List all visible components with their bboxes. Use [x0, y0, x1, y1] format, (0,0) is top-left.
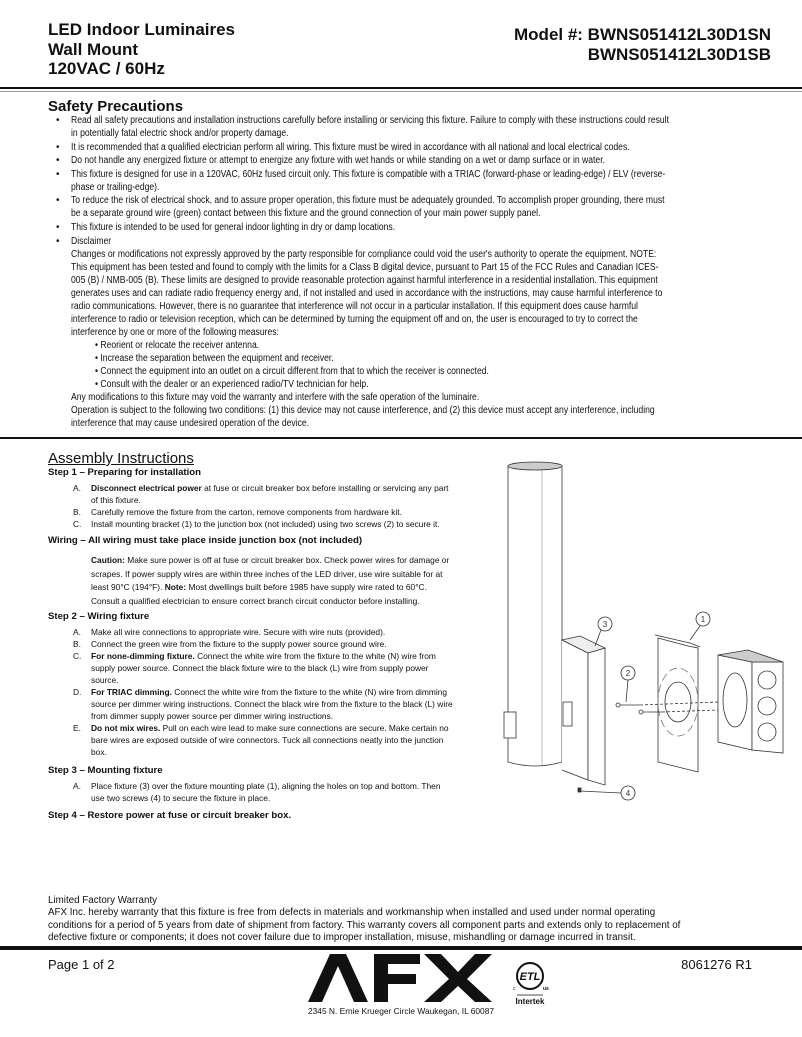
etl-text: ETL: [519, 971, 541, 983]
item-line: [91, 662, 488, 674]
item-line: [91, 746, 488, 758]
step-items: [48, 626, 488, 758]
item-line: [91, 482, 488, 494]
bullet-icon: •: [56, 115, 60, 126]
disclaimer-line: generates uses and can radiate radio frequency energy and, if not installed and used in accordance with the instructions, may cause harmful interference to: [71, 287, 663, 299]
model-line: BWNS051412L30D1SB: [587, 45, 771, 64]
item-text: Connect the green wire from the fixture to the supply power source ground wire.: [91, 639, 387, 650]
fixture-backplate: [562, 636, 605, 785]
item-line: [91, 792, 488, 804]
header-divider-thin: [0, 91, 802, 92]
item-text: box.: [91, 747, 107, 758]
item-bold-label: Do not mix wires.: [91, 723, 161, 734]
item-letter: C.: [73, 519, 82, 529]
item-line: [91, 506, 488, 518]
title-line: LED Indoor Luminaires: [48, 20, 236, 39]
bullet-icon: •: [56, 168, 60, 180]
title-line: Wall Mount: [48, 39, 139, 59]
bullet-icon: •: [56, 221, 60, 233]
item-letter: A.: [73, 781, 81, 792]
item-bold-label: Disconnect electrical power: [91, 483, 202, 493]
item-line: [91, 494, 488, 506]
caution-text: scrapes. If power supply wires are within three inches of the LED driver, use wire suitable for at: [91, 568, 443, 579]
caution-text: least 90°C (194°F).: [91, 582, 165, 593]
etl-us: us: [543, 986, 549, 992]
callout-2: 2: [625, 669, 631, 678]
item-line: [91, 638, 488, 650]
item-letter: A.: [73, 627, 81, 638]
item-text: of this fixture.: [91, 495, 141, 505]
safety-line: Read all safety precautions and installation instructions carefully before installing or servicing this fixture. Failure to comply with these instructions could result: [71, 115, 669, 126]
disclaimer-line-group: [71, 248, 768, 339]
step-item: [48, 518, 488, 530]
caution-text: Consult a qualified electrician to ensure correct branch circuit conductor before installing.: [91, 595, 420, 606]
warranty-line-group: [48, 907, 680, 944]
step-item: [48, 686, 488, 722]
step-item: [48, 638, 488, 650]
assembly-heading: Assembly Instructions: [48, 450, 194, 467]
item-text: from dimmer supply power source per dimmer wiring instructions.: [91, 711, 334, 722]
item-text: Install mounting bracket (1) to the junction box (not included) using two screws (2) to secure it.: [91, 519, 440, 529]
item-text: bare wires are exposed outside of wire connectors. Tuck all connections neatly into the junction: [91, 735, 444, 746]
safety-item: [48, 154, 768, 167]
item-text: at fuse or circuit breaker box before installing or servicing any part: [201, 483, 449, 493]
etl-listed-mark: [510, 960, 552, 1008]
company-address: 2345 N. Ernie Krueger Circle Waukegan, IL 60087: [307, 1006, 495, 1016]
item-line: [91, 734, 488, 746]
safety-heading: Safety Precautions: [48, 98, 184, 115]
item-text: Connect the white wire from the fixture to the white (N) wire from: [194, 651, 436, 662]
safety-item: [48, 168, 768, 194]
item-line: [91, 780, 488, 792]
item-line: [91, 698, 488, 710]
step-item: [48, 722, 488, 758]
safety-line: be a separate ground wire (green) contact between this fixture and the ground connection of your main power supply panel.: [71, 208, 541, 220]
disclaimer-line: Operation is subject to the following two conditions: (1) this device may not cause interference, and (2) this device must accept any interference, including: [71, 404, 655, 416]
item-letter: C.: [73, 651, 82, 662]
step-items: [48, 482, 488, 530]
step-item: [48, 626, 488, 638]
safety-item: [48, 141, 768, 154]
warranty-title: Limited Factory Warranty: [48, 895, 158, 906]
wiring-title: Wiring – All wiring must take place inside junction box (not included): [48, 535, 363, 546]
safety-line: This fixture is designed for use in a 120VAC, 60Hz fused circuit only. This fixture is compatible with a TRIAC (forward-phase or leading-edge) / ELV (reverse-: [71, 168, 666, 180]
step-item: [48, 506, 488, 518]
disclaimer-line: Changes or modifications not expressly approved by the party responsible for compliance could void the user's authority to operate the equipment. NOTE:: [71, 248, 657, 260]
callout-1: 1: [700, 615, 706, 624]
item-line: [91, 710, 488, 722]
item-line: [91, 722, 488, 734]
afx-logo: [308, 954, 494, 1002]
exploded-assembly-diagram: [490, 450, 790, 810]
warranty-line: AFX Inc. hereby warranty that this fixture is free from defects in materials and workmanship when installed and used under normal operating: [48, 907, 656, 919]
item-line: [91, 518, 488, 530]
item-letter: D.: [73, 687, 82, 698]
disclaimer-line: interference by one or more of the following measures:: [71, 326, 279, 338]
item-text: Carefully remove the fixture from the carton, remove components from hardware kit.: [91, 507, 402, 517]
item-line: [91, 650, 488, 662]
item-line: [91, 686, 488, 698]
document-number: 8061276 R1: [681, 957, 752, 972]
step-items: [48, 780, 488, 804]
disclaimer-line-group: [71, 391, 768, 430]
bullet-icon: •: [56, 195, 60, 207]
safety-item: [48, 114, 768, 140]
item-text: use two screws (4) to secure the fixture in place.: [91, 793, 271, 804]
item-text: Make all wire connections to appropriate wire. Secure with wire nuts (provided).: [91, 627, 386, 638]
model-line: Model #: BWNS051412L30D1SN: [514, 25, 771, 44]
item-text: Connect the white wire from the fixture to the white (N) wire from dimming: [171, 687, 448, 698]
disclaimer-measure-group: [71, 339, 768, 391]
safety-list: [48, 114, 768, 430]
section-divider: [0, 437, 802, 439]
page-number: Page 1 of 2: [48, 957, 115, 972]
disclaimer-title: Disclaimer: [71, 235, 112, 247]
disclaimer-measure: • Connect the equipment into an outlet on a circuit different from that to which the receiver is connected.: [95, 365, 489, 377]
bullet-icon: •: [56, 235, 60, 247]
disclaimer-line: interference to radio or television reception, which can be determined by turning the equipment off and on, the user is encouraged to try to correct the: [71, 313, 638, 325]
junction-box: [718, 650, 783, 753]
safety-line: To reduce the risk of electrical shock, and to assure proper operation, this fixture must be adequately grounded. To accomplish proper grounding, there must: [71, 195, 665, 207]
disclaimer-line: 005 (B) / NMB-005 (B). These limits are designed to provide reasonable protection against harmful interference in a residential installation. This equipment: [71, 274, 658, 286]
note-text: Most dwellings built before 1985 have supply wire rated to 60°C.: [186, 582, 427, 593]
step-item: [48, 780, 488, 804]
disclaimer-line: This equipment has been tested and found to comply with the limits for a Class B digital device, pursuant to Part 15 of the FCC Rules and Canadian ICES-: [71, 261, 659, 273]
item-text: supply power source. Connect the black fixture wire to the black (L) wire from supply power: [91, 663, 429, 674]
item-letter: A.: [73, 483, 81, 493]
step-item: [48, 482, 488, 506]
etl-c: c: [513, 986, 516, 992]
disclaimer-measure: • Consult with the dealer or an experienced radio/TV technician for help.: [95, 378, 369, 390]
callout-3: 3: [602, 620, 608, 629]
wiring-caution: [48, 554, 488, 608]
item-text: source.: [91, 675, 119, 686]
item-text: Pull on each wire lead to make sure connections are secure. Make certain no: [160, 723, 449, 734]
safety-line: phase or trailing-edge).: [71, 181, 160, 193]
fixture-cylinder: [504, 462, 562, 766]
footer-divider: [0, 946, 802, 950]
bullet-icon: •: [56, 155, 60, 167]
step1-title: Step 1 – Preparing for installation: [48, 467, 201, 478]
step-item: [48, 650, 488, 686]
bullet-icon: •: [56, 141, 60, 153]
caution-label: Caution:: [91, 555, 125, 565]
callout-4: 4: [625, 789, 631, 798]
safety-item: [48, 221, 768, 234]
item-text: source per dimmer wiring instructions. Connect the black wire from the fixture to the black (L) wire: [91, 699, 453, 710]
item-bold-label: For none-dimming fixture.: [91, 651, 195, 662]
safety-line: This fixture is intended to be used for general indoor lighting in dry or damp locations.: [71, 221, 396, 233]
title-line: 120VAC / 60Hz: [48, 59, 165, 78]
item-letter: B.: [73, 507, 81, 517]
model-number: [514, 25, 771, 65]
step2-title: Step 2 – Wiring fixture: [48, 611, 150, 623]
step3-title: Step 3 – Mounting fixture: [48, 765, 163, 777]
item-letter: B.: [73, 639, 81, 650]
assembly-instructions: [48, 466, 488, 825]
disclaimer-item: [48, 235, 768, 430]
item-line: [91, 674, 488, 686]
safety-item: [48, 194, 768, 220]
item-letter: E.: [73, 723, 81, 734]
safety-line: It is recommended that a qualified electrician perform all wiring. This fixture must be wired in accordance with all national and local electrical codes.: [71, 141, 630, 153]
item-bold-label: For TRIAC dimming.: [91, 687, 172, 698]
disclaimer-measure: • Increase the separation between the equipment and receiver.: [95, 352, 334, 364]
caution-text: Make sure power is off at fuse or circuit breaker box. Check power wires for damage or: [124, 555, 450, 565]
warranty-section: [48, 895, 680, 945]
header-divider: [0, 87, 802, 89]
disclaimer-line: interference that may cause undesired operation of the device.: [71, 417, 310, 429]
safety-line: in potentially fatal electric shock and/or property damage.: [71, 128, 289, 139]
item-text: Place fixture (3) over the fixture mounting plate (1), aligning the holes on top and bottom. Then: [91, 781, 441, 792]
safety-line: Do not handle any energized fixture or attempt to energize any fixture with wet hands or while standing on a wet or damp surface or in water.: [71, 155, 605, 167]
note-label: Note:: [164, 582, 187, 593]
intertek-text: Intertek: [515, 997, 545, 1006]
step4-title: Step 4 – Restore power at fuse or circuit breaker box.: [48, 810, 292, 822]
disclaimer-line: radio communications. However, there is no guarantee that interference will not occur in a particular installation. If this equipment does cause harmful: [71, 300, 638, 312]
warranty-line: defective fixture or components; it does not cover failure due to improper installation, misuse, mishandling or damage incurred in transit.: [48, 932, 636, 944]
disclaimer-measure: • Reorient or relocate the receiver antenna.: [95, 339, 260, 351]
product-title: [48, 20, 235, 79]
item-line: [91, 626, 488, 638]
warranty-line: conditions for a period of 5 years from date of shipment from factory. This warranty covers all component parts and extends only to replacement of: [48, 919, 681, 931]
disclaimer-line: Any modifications to this fixture may void the warranty and interfere with the safe operation of the luminaire.: [71, 391, 480, 403]
